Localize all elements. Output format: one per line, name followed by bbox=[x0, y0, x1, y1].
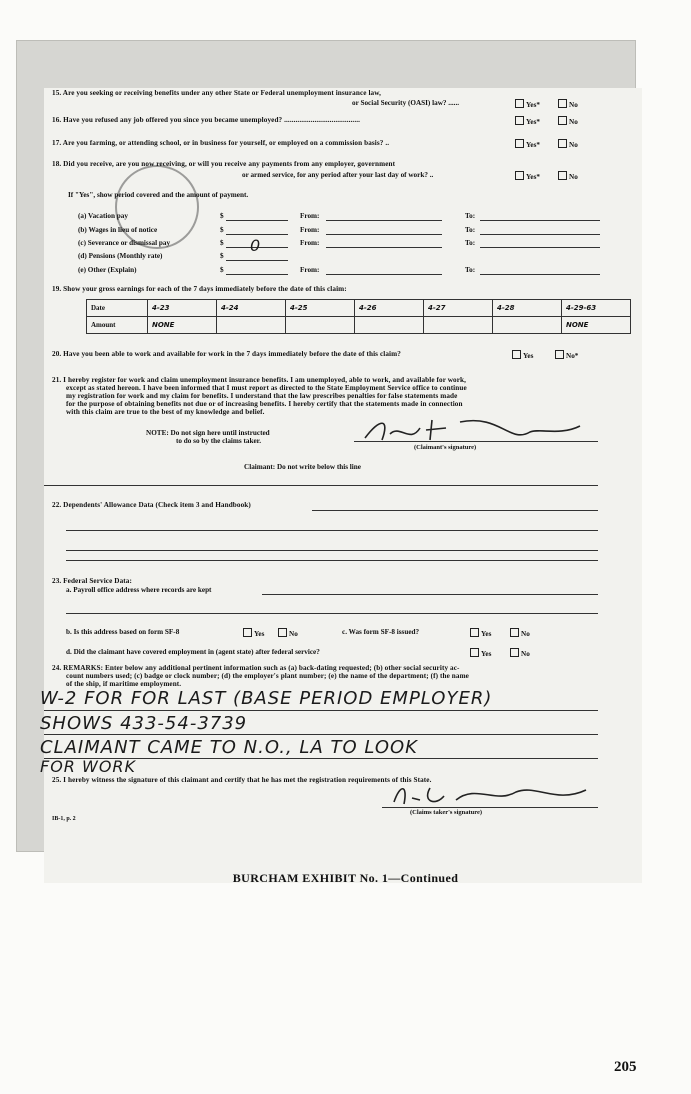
q18-no[interactable]: No bbox=[558, 171, 578, 181]
claimant-signature bbox=[360, 414, 600, 446]
amount-cell bbox=[493, 317, 562, 334]
claims-taker-signature bbox=[386, 782, 596, 808]
checkbox[interactable] bbox=[558, 116, 567, 125]
date-cell: 4-25 bbox=[286, 300, 355, 317]
table-row bbox=[87, 300, 631, 317]
q23-title: 23. Federal Service Data: bbox=[52, 577, 132, 585]
q24-line2: count numbers used; (c) badge or clock number; (d) the employer's plant number; (e) the name of the department; (f) the name bbox=[66, 672, 469, 680]
q23-b-yes[interactable]: Yes bbox=[243, 628, 264, 638]
q25-text: 25. I hereby witness the signature of this claimant and certify that he has met the registration requirements of this State. bbox=[52, 776, 432, 784]
answer-line bbox=[66, 550, 598, 551]
q18-intro: If "Yes", show period covered and the amount of payment. bbox=[68, 191, 249, 199]
checkbox[interactable] bbox=[243, 628, 252, 637]
q21-line2: except as stated hereon. I have been informed that I must report as directed to the State Employment Service office to continue bbox=[66, 384, 467, 392]
amount-line bbox=[226, 234, 288, 235]
q23-d-no[interactable]: No bbox=[510, 648, 530, 658]
amount-label: $ bbox=[220, 239, 224, 247]
checkbox[interactable] bbox=[470, 648, 479, 657]
amount-line bbox=[226, 220, 288, 221]
divider bbox=[44, 485, 598, 486]
q20-yes[interactable]: Yes bbox=[512, 350, 533, 360]
amount-line bbox=[226, 260, 288, 261]
from-line bbox=[326, 220, 442, 221]
amount-cell: NONE bbox=[562, 317, 631, 334]
amount-cell bbox=[355, 317, 424, 334]
from-line bbox=[326, 274, 442, 275]
q23-b-no[interactable]: No bbox=[278, 628, 298, 638]
q18-item-a: (a) Vacation pay bbox=[78, 212, 128, 220]
q15-yes[interactable]: Yes* bbox=[515, 99, 540, 109]
q21-line3: my registration for work and my claim for benefits. I understand that the law prescribes penalties for false statements made bbox=[66, 392, 458, 400]
date-cell: 4-27 bbox=[424, 300, 493, 317]
answer-line bbox=[66, 560, 598, 561]
checkbox[interactable] bbox=[510, 628, 519, 637]
q21-line5: with this claim are true to the best of my knowledge and belief. bbox=[66, 408, 265, 416]
remarks-handwritten-4: FOR WORK bbox=[40, 757, 137, 776]
q16-no[interactable]: No bbox=[558, 116, 578, 126]
q23-a: a. Payroll office address where records are kept bbox=[66, 586, 212, 594]
q18-item-e: (e) Other (Explain) bbox=[78, 266, 137, 274]
checkbox[interactable] bbox=[515, 116, 524, 125]
remarks-handwritten-1: W-2 FOR FOR LAST (BASE PERIOD EMPLOYER) bbox=[40, 688, 493, 709]
amount-header: Amount bbox=[87, 317, 148, 334]
from-label: From: bbox=[300, 226, 320, 234]
to-line bbox=[480, 220, 600, 221]
q23-d-yes[interactable]: Yes bbox=[470, 648, 491, 658]
q19-text: 19. Show your gross earnings for each of the 7 days immediately before the date of this claim: bbox=[52, 285, 347, 293]
date-cell: 4-24 bbox=[217, 300, 286, 317]
q20-text: 20. Have you been able to work and available for work in the 7 days immediately before the date of this claim? bbox=[52, 350, 401, 358]
answer-line bbox=[312, 510, 598, 511]
checkbox[interactable] bbox=[558, 139, 567, 148]
exhibit-caption: BURCHAM EXHIBIT No. 1—Continued bbox=[232, 871, 459, 885]
to-label: To: bbox=[465, 266, 476, 274]
q23-b: b. Is this address based on form SF-8 bbox=[66, 628, 180, 636]
answer-line bbox=[262, 594, 598, 595]
to-line bbox=[480, 234, 600, 235]
note-line1: NOTE: Do not sign here until instructed bbox=[146, 429, 270, 437]
q18-item-d: (d) Pensions (Monthly rate) bbox=[78, 252, 163, 260]
form-id: IB-1, p. 2 bbox=[52, 816, 76, 822]
q24-line1: 24. REMARKS: Enter below any additional pertinent information such as (a) back-dating requested; (b) other social security ac- bbox=[52, 664, 460, 672]
q16-yes[interactable]: Yes* bbox=[515, 116, 540, 126]
answer-line bbox=[44, 734, 598, 735]
q17-text: 17. Are you farming, or attending school, or in business for yourself, or employed on a commission basis? .. bbox=[52, 139, 390, 147]
to-label: To: bbox=[465, 226, 476, 234]
earnings-table bbox=[86, 299, 631, 334]
handwritten-amount: 0 bbox=[250, 236, 262, 255]
checkbox[interactable] bbox=[515, 99, 524, 108]
checkbox[interactable] bbox=[470, 628, 479, 637]
q18-item-c: (c) Severance or dismissal pay bbox=[78, 239, 171, 247]
q17-no[interactable]: No bbox=[558, 139, 578, 149]
date-cell: 4-26 bbox=[355, 300, 424, 317]
q20-no[interactable]: No* bbox=[555, 350, 578, 360]
answer-line bbox=[66, 613, 598, 614]
checkbox[interactable] bbox=[558, 171, 567, 180]
q17-yes[interactable]: Yes* bbox=[515, 139, 540, 149]
q18-yes[interactable]: Yes* bbox=[515, 171, 540, 181]
table-row bbox=[87, 317, 631, 334]
to-line bbox=[480, 247, 600, 248]
received-stamp bbox=[115, 165, 199, 249]
q23-d: d. Did the claimant have covered employment in (agent state) after federal service? bbox=[66, 648, 320, 656]
q15-line2: or Social Security (OASI) law? ...... bbox=[352, 99, 460, 107]
checkbox[interactable] bbox=[510, 648, 519, 657]
amount-cell bbox=[217, 317, 286, 334]
amount-cell: NONE bbox=[148, 317, 217, 334]
date-cell: 4-28 bbox=[493, 300, 562, 317]
q23-c: c. Was form SF-8 issued? bbox=[342, 628, 420, 636]
remarks-handwritten-3: CLAIMANT CAME TO N.O., LA TO LOOK bbox=[40, 737, 418, 758]
from-line bbox=[326, 247, 442, 248]
q15-no[interactable]: No bbox=[558, 99, 578, 109]
from-line bbox=[326, 234, 442, 235]
q24-line3: of the ship, if maritime employment. bbox=[66, 680, 182, 688]
checkbox[interactable] bbox=[515, 171, 524, 180]
amount-cell bbox=[424, 317, 493, 334]
amount-label: $ bbox=[220, 252, 224, 260]
date-header: Date bbox=[87, 300, 148, 317]
q22-text: 22. Dependents' Allowance Data (Check item 3 and Handbook) bbox=[52, 501, 251, 509]
date-cell: 4-29-63 bbox=[562, 300, 631, 317]
q21-line1: 21. I hereby register for work and claim unemployment insurance benefits. I am unemployed, able to work, and available for work, bbox=[52, 376, 467, 384]
amount-label: $ bbox=[220, 266, 224, 274]
q18-line1: 18. Did you receive, are you now receiving, or will you receive any payments from any employer, government bbox=[52, 160, 396, 168]
q18-item-b: (b) Wages in lieu of notice bbox=[78, 226, 158, 234]
q23-c-yes[interactable]: Yes bbox=[470, 628, 491, 638]
checkbox[interactable] bbox=[558, 99, 567, 108]
remarks-handwritten-2: SHOWS 433-54-3739 bbox=[40, 713, 248, 734]
answer-line bbox=[44, 710, 598, 711]
from-label: From: bbox=[300, 239, 320, 247]
q18-line2: or armed service, for any period after your last day of work? .. bbox=[242, 171, 434, 179]
checkbox[interactable] bbox=[555, 350, 564, 359]
checkbox[interactable] bbox=[515, 139, 524, 148]
checkbox[interactable] bbox=[512, 350, 521, 359]
note-line2: to do so by the claims taker. bbox=[176, 437, 261, 445]
q15-line1: 15. Are you seeking or receiving benefits under any other State or Federal unemployment insurance law, bbox=[52, 89, 382, 97]
claimant-signature-label: (Claimant's signature) bbox=[414, 444, 477, 451]
amount-label: $ bbox=[220, 226, 224, 234]
to-line bbox=[480, 274, 600, 275]
from-label: From: bbox=[300, 266, 320, 274]
amount-cell bbox=[286, 317, 355, 334]
page-number: 205 bbox=[614, 1059, 637, 1075]
q23-c-no[interactable]: No bbox=[510, 628, 530, 638]
claims-taker-signature-label: (Claims taker's signature) bbox=[410, 809, 483, 816]
amount-label: $ bbox=[220, 212, 224, 220]
amount-line bbox=[226, 274, 288, 275]
q16-text: 16. Have you refused any job offered you since you became unemployed? ........................................ bbox=[52, 116, 361, 124]
claimant-note: Claimant: Do not write below this line bbox=[244, 463, 361, 471]
to-label: To: bbox=[465, 239, 476, 247]
checkbox[interactable] bbox=[278, 628, 287, 637]
date-cell: 4-23 bbox=[148, 300, 217, 317]
answer-line bbox=[66, 530, 598, 531]
from-label: From: bbox=[300, 212, 320, 220]
to-label: To: bbox=[465, 212, 476, 220]
q21-line4: for the purpose of obtaining benefits not due or of increasing benefits. I hereby certify that the statements made in connection bbox=[66, 400, 463, 408]
